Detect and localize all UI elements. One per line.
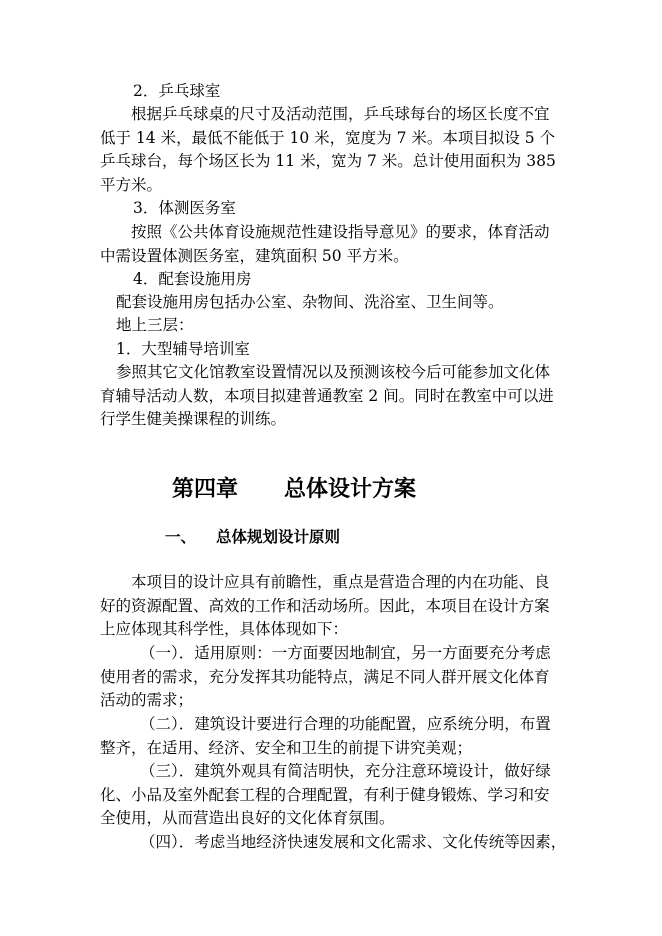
chapter-number: 第四章 bbox=[172, 476, 239, 502]
paragraph-training-room: 参照其它文化馆教室设置情况以及预测该校今后可能参加文化体育辅导活动人数，本项目拟建普通教室 2 间。同时在教室中可以进行学生健美操课程的训练。 bbox=[100, 363, 554, 428]
principle-item: （三）．建筑外观具有简洁明快，充分注意环境设计，做好绿化、小品及室外配套工程的合理配置，有利于健身锻炼、学习和安全使用，从而营造出良好的文化体育氛围。 bbox=[100, 762, 551, 827]
floor-label: 地上三层： bbox=[116, 316, 194, 334]
section-heading-support-rooms: 4．配套设施用房 bbox=[133, 270, 252, 288]
paragraph-support-rooms: 配套设施用房包括办公室、杂物间、洗浴室、卫生间等。 bbox=[116, 293, 504, 311]
principle-item: （四）．考虑当地经济快速发展和文化需求、文化传统等因素， bbox=[140, 833, 567, 851]
section-number: 一、 bbox=[165, 527, 197, 546]
section-title-text: 总体规划设计原则 bbox=[216, 527, 341, 546]
principle-item: （一）．适用原则：一方面要因地制宜，另一方面要充分考虑使用者的需求，充分发挥其功能特点，满足不同人群开展文化体育活动的需求； bbox=[100, 644, 551, 709]
paragraph-table-tennis: 根据乒乓球桌的尺寸及活动范围，乒乓球每台的场区长度不宜低于 14 米，最低不能低于 10 米，宽度为 7 米。本项目拟设 5 个乒乓球台，每个场区长为 11 米，宽为 7 米。总计使用面积为 385 平方米。 bbox=[100, 105, 556, 194]
section-heading-training-room: 1．大型辅导培训室 bbox=[116, 340, 250, 358]
section-heading-table-tennis: 2．乒乓球室 bbox=[133, 82, 221, 100]
chapter-title: 总体设计方案 bbox=[284, 476, 417, 502]
chapter-heading bbox=[172, 474, 416, 504]
section-heading-medical-room: 3．体测医务室 bbox=[133, 199, 236, 217]
section-title bbox=[165, 525, 340, 548]
paragraph-medical-room: 按照《公共体育设施规范性建设指导意见》的要求，体育活动中需设置体测医务室，建筑面积 50 平方米。 bbox=[100, 223, 550, 265]
principle-item: （二）．建筑设计要进行合理的功能配置，应系统分明，布置整齐，在适用、经济、安全和卫生的前提下讲究美观； bbox=[100, 715, 551, 757]
intro-paragraph: 本项目的设计应具有前瞻性，重点是营造合理的内在功能、良好的资源配置、高效的工作和活动场所。因此，本项目在设计方案上应体现其科学性，具体体现如下： bbox=[100, 573, 550, 638]
